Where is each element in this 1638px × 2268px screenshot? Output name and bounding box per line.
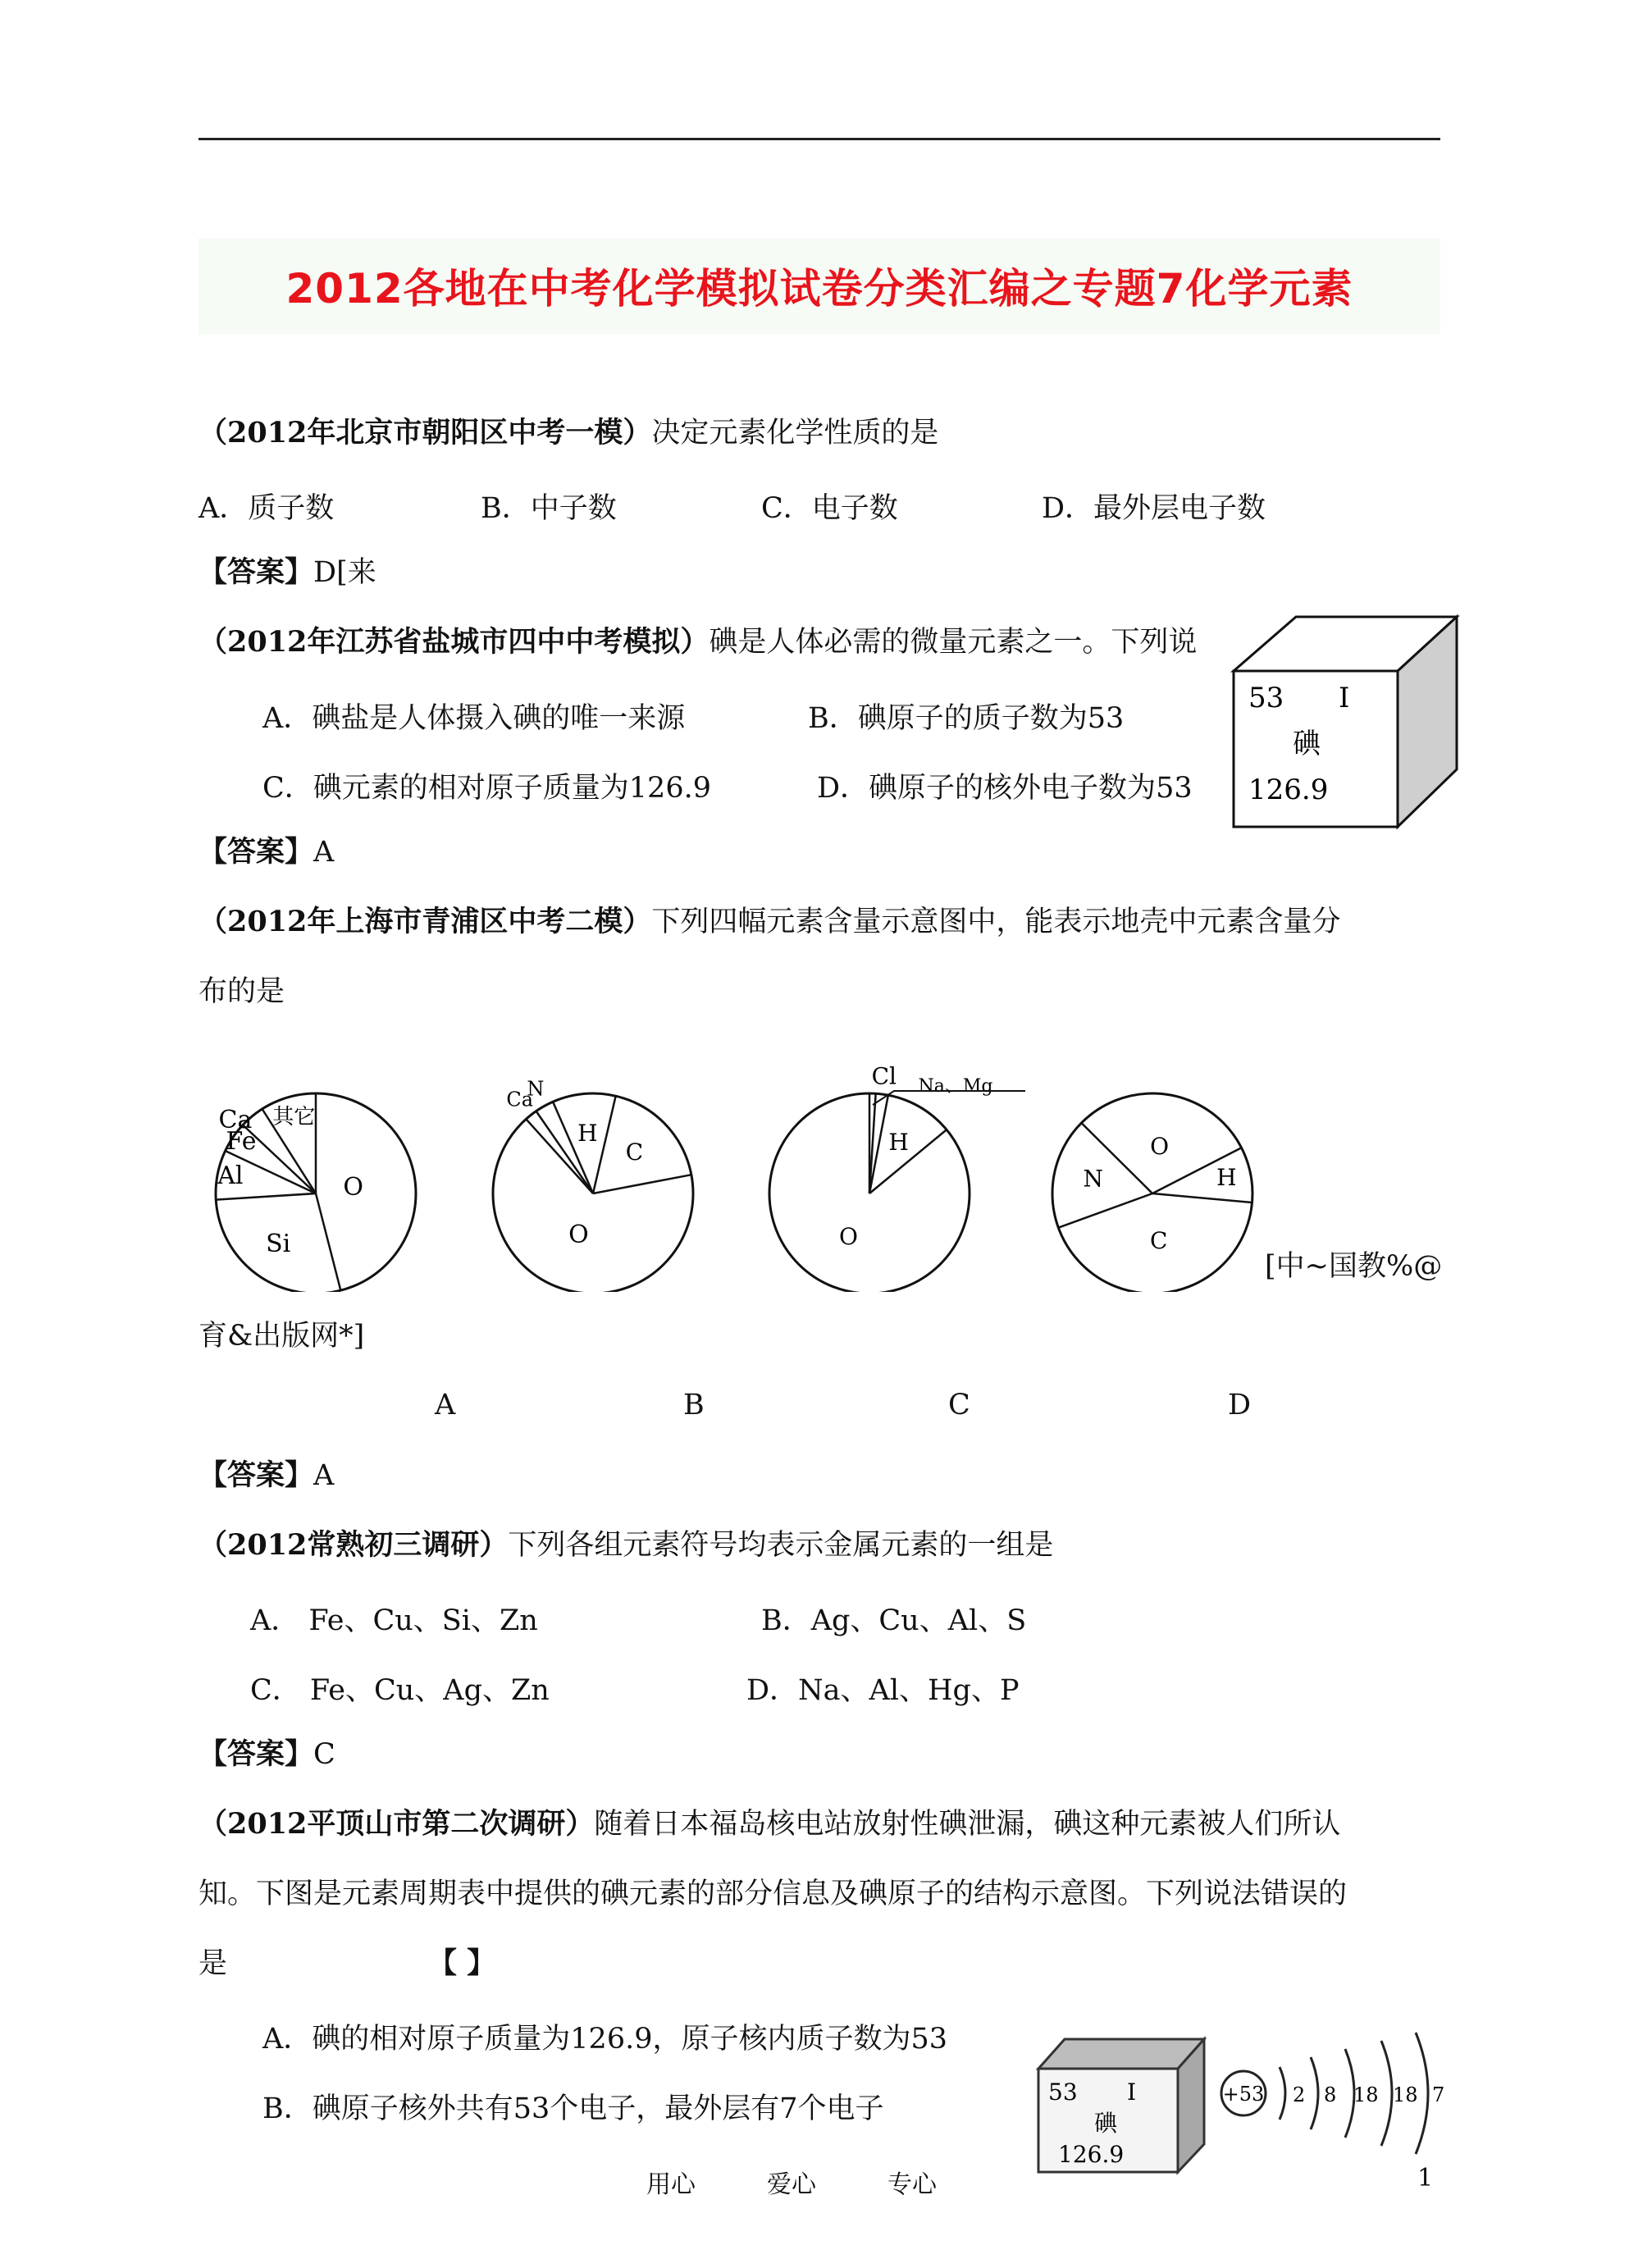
iodine-atom-structure (1211, 2018, 1457, 2157)
q4-option-d: D．Na、Al、Hg、P (746, 1674, 1020, 1707)
pie-a-label-1: Si (266, 1230, 291, 1259)
shell-arc-1 (1280, 2067, 1285, 2120)
shell-count-1: 2 (1293, 2083, 1306, 2106)
watermark-text-2: 育&出版网*] (198, 1320, 365, 1353)
pie-a-label-5: 其它 (272, 1104, 316, 1129)
pie-a-label-3: Fe (226, 1127, 257, 1157)
nucleus-charge: +53 (1222, 2083, 1265, 2106)
document-title: 2012各地在中考化学模拟试卷分类汇编之专题7化学元素 (285, 265, 1353, 313)
q4-answer-value: C (313, 1738, 335, 1771)
shell-arc-4 (1381, 2041, 1392, 2146)
pie-d-label-2: O (1150, 1133, 1170, 1161)
chart-letter-c: C (948, 1389, 970, 1421)
pie-d-label-1: H (1216, 1163, 1237, 1191)
q2-option-a: A．碘盐是人体摄入碘的唯一来源 (262, 702, 686, 735)
q3-stem-line1: 下列四幅元素含量示意图中，能表示地壳中元素含量分 (651, 906, 1341, 938)
card-mass: 126.9 (1248, 773, 1329, 806)
pie-b-label-4: Ca (506, 1088, 534, 1111)
pie-a-label-4: Ca (218, 1105, 253, 1134)
q5-source: （2012平顶山市第二次调研） (198, 1807, 595, 1841)
q2-option-c: C．碘元素的相对原子质量为126.9 (262, 772, 711, 805)
q4-option-b: B．Ag、Cu、Al、S (761, 1604, 1027, 1637)
header-rule (198, 138, 1440, 140)
shell-count-3: 18 (1353, 2083, 1379, 2106)
q5-option-a: A．碘的相对原子质量为126.9，原子核内质子数为53 (262, 2023, 948, 2056)
chart-letter-b: B (683, 1389, 705, 1421)
q5-stem-line2: 知。下图是元素周期表中提供的碘元素的部分信息及碘原子的结构示意图。下列说法错误的 (198, 1878, 1348, 1910)
iodine-element-card (1230, 614, 1464, 833)
q4-source: （2012常熟初三调研） (198, 1528, 509, 1562)
q4-stem: 下列各组元素符号均表示金属元素的一组是 (508, 1529, 1054, 1562)
q5-stem-line3: 是 (198, 1947, 228, 1980)
pie-a-label-2: Al (217, 1161, 244, 1191)
card-number: 53 (1248, 682, 1284, 714)
pie-c-label-3: Na、Mg (918, 1076, 993, 1097)
pie-b-label-3: N (527, 1077, 545, 1101)
q5-answer-bracket: 【 】 (428, 1946, 496, 1980)
card-symbol: I (1339, 682, 1350, 714)
q2-answer-label: 【答案】 (198, 835, 314, 869)
q1-answer-value: D[来 (313, 556, 376, 589)
q3-source: （2012年上海市青浦区中考二模） (198, 905, 652, 938)
q3-answer-label: 【答案】 (198, 1458, 314, 1492)
q1-source: （2012年北京市朝阳区中考一模） (198, 416, 652, 449)
footer-page-number: 1 (1417, 2164, 1434, 2193)
q1-answer (198, 555, 376, 590)
q3-answer (198, 1458, 334, 1493)
card5-number: 53 (1048, 2079, 1078, 2106)
chart-letter-a: A (435, 1389, 456, 1421)
q4-answer (198, 1737, 335, 1772)
footer-item-2: 爱心 (767, 2170, 816, 2199)
q1-stem: 决定元素化学性质的是 (651, 417, 939, 449)
shell-arc-2 (1311, 2057, 1318, 2129)
card5-name: 碘 (1094, 2110, 1118, 2137)
q2-option-b: B．碘原子的质子数为53 (808, 702, 1125, 735)
watermark-text-1: [中~国教%@ (1265, 1250, 1443, 1283)
shell-count-2: 8 (1324, 2083, 1337, 2106)
q3-stem-line2: 布的是 (198, 975, 285, 1008)
q5-stem-line1: 随着日本福岛核电站放射性碘泄漏，碘这种元素被人们所认 (594, 1808, 1341, 1841)
pie-c-label-2: Cl (871, 1062, 897, 1090)
footer-item-1: 用心 (646, 2170, 696, 2199)
q2-stem: 碘是人体必需的微量元素之一。下列说 (709, 626, 1198, 659)
q4-option-c: C． Fe、Cu、Ag、Zn (250, 1674, 550, 1707)
question-2 (198, 625, 1197, 659)
pie-b-label-2: H (577, 1119, 598, 1147)
footer-item-3: 专心 (887, 2170, 937, 2199)
element-pie-charts (193, 1029, 1292, 1292)
pie-b-label-0: O (568, 1221, 589, 1250)
question-5 (198, 1807, 1340, 1841)
q2-option-d: D．碘原子的核外电子数为53 (817, 772, 1193, 805)
q1-option-b: B．中子数 (481, 492, 617, 525)
pie-b-label-1: C (625, 1139, 644, 1166)
q2-answer (198, 835, 334, 869)
pie-c-label-1: H (888, 1129, 909, 1157)
shell-count-4: 18 (1393, 2083, 1418, 2106)
q1-option-a: A．质子数 (198, 492, 335, 525)
card5-symbol: I (1127, 2079, 1137, 2106)
question-1 (198, 416, 938, 450)
chart-letter-d: D (1228, 1389, 1252, 1421)
iodine-card-q5 (1035, 2034, 1216, 2178)
q4-answer-label: 【答案】 (198, 1737, 314, 1771)
card5-top (1038, 2039, 1204, 2069)
q1-option-d: D．最外层电子数 (1042, 492, 1266, 525)
question-3 (198, 905, 1340, 939)
pie-d-label-0: C (1150, 1227, 1168, 1255)
q1-option-c: C．电子数 (761, 492, 898, 525)
q2-answer-value: A (313, 836, 335, 869)
q2-source: （2012年江苏省盐城市四中中考模拟） (198, 625, 709, 659)
card-name: 碘 (1293, 728, 1321, 760)
q3-answer-value: A (313, 1459, 335, 1492)
q5-option-b: B．碘原子核外共有53个电子，最外层有7个电子 (262, 2092, 884, 2125)
q4-option-a: A． Fe、Cu、Si、Zn (250, 1604, 538, 1637)
pie-a-label-0: O (343, 1173, 363, 1202)
q1-answer-label: 【答案】 (198, 555, 314, 589)
card5-mass: 126.9 (1058, 2141, 1125, 2168)
shell-count-5: 7 (1432, 2083, 1445, 2106)
pie-c-label-0: O (838, 1222, 858, 1250)
question-4 (198, 1528, 1053, 1563)
pie-d-label-3: N (1083, 1165, 1103, 1193)
